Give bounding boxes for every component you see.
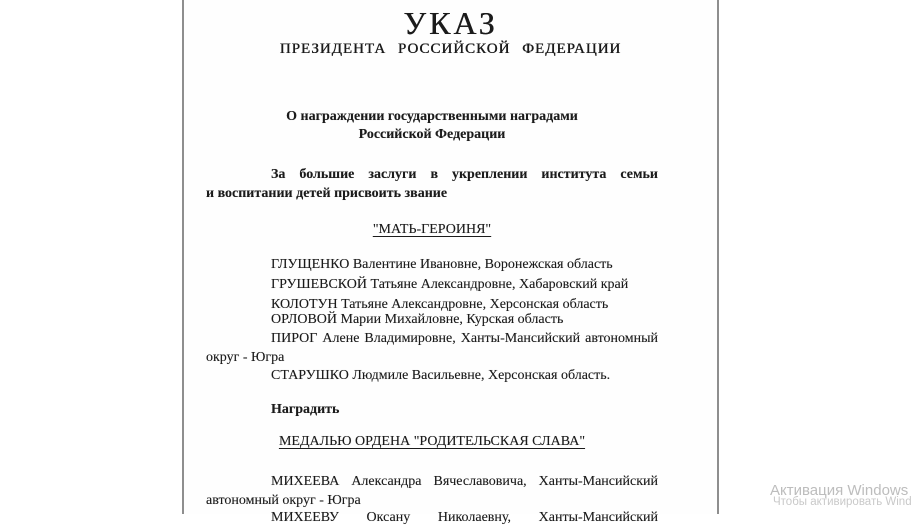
recipient-line: ПИРОГ Алене Владимировне, Ханты-Мансийский автономный (271, 331, 658, 346)
activation-watermark-title: Активация Windows (770, 482, 909, 499)
recipient-line: ГЛУЩЕНКО Валентине Ивановне, Воронежская область (271, 257, 613, 272)
decree-title: УКАЗ (403, 5, 498, 41)
decree-subject-line1: О награждении государственными наградами (286, 109, 578, 124)
recipient-line: ГРУШЕВСКОЙ Татьяне Александровне, Хабаровский край (271, 277, 629, 292)
scanned-document-page (182, 0, 719, 525)
decree-subject-line2: Российской Федерации (358, 127, 506, 142)
recipient-line: КОЛОТУН Татьяне Александровне, Херсонская область (271, 297, 609, 312)
award-verb: Наградить (271, 402, 340, 417)
award1-heading: "МАТЬ-ГЕРОИНЯ" (372, 222, 492, 237)
recipient-line: МИХЕЕВА Александра Вячеславовича, Ханты-Мансийский (271, 474, 658, 489)
award2-heading: МЕДАЛЬЮ ОРДЕНА "РОДИТЕЛЬСКАЯ СЛАВА" (278, 434, 586, 449)
recipient-line: ОРЛОВОЙ Марии Михайловне, Курская область (271, 312, 564, 327)
decree-issuer: ПРЕЗИДЕНТА РОССИЙСКОЙ ФЕДЕРАЦИИ (279, 41, 622, 57)
recipient-line-continuation: автономный округ - Югра (206, 493, 361, 508)
activation-watermark-subtitle: Чтобы активировать Wind (773, 496, 912, 508)
recipient-line-continuation: округ - Югра (206, 350, 285, 365)
recipient-line: СТАРУШКО Людмиле Васильевне, Херсонская область. (271, 368, 611, 383)
recipient-line-cutoff: МИХЕЕВУ Оксану Николаевну, Ханты-Мансийский (271, 510, 658, 525)
preamble-line1: За большие заслуги в укреплении института семьи (271, 167, 658, 182)
preamble-line2: и воспитании детей присвоить звание (206, 186, 448, 201)
